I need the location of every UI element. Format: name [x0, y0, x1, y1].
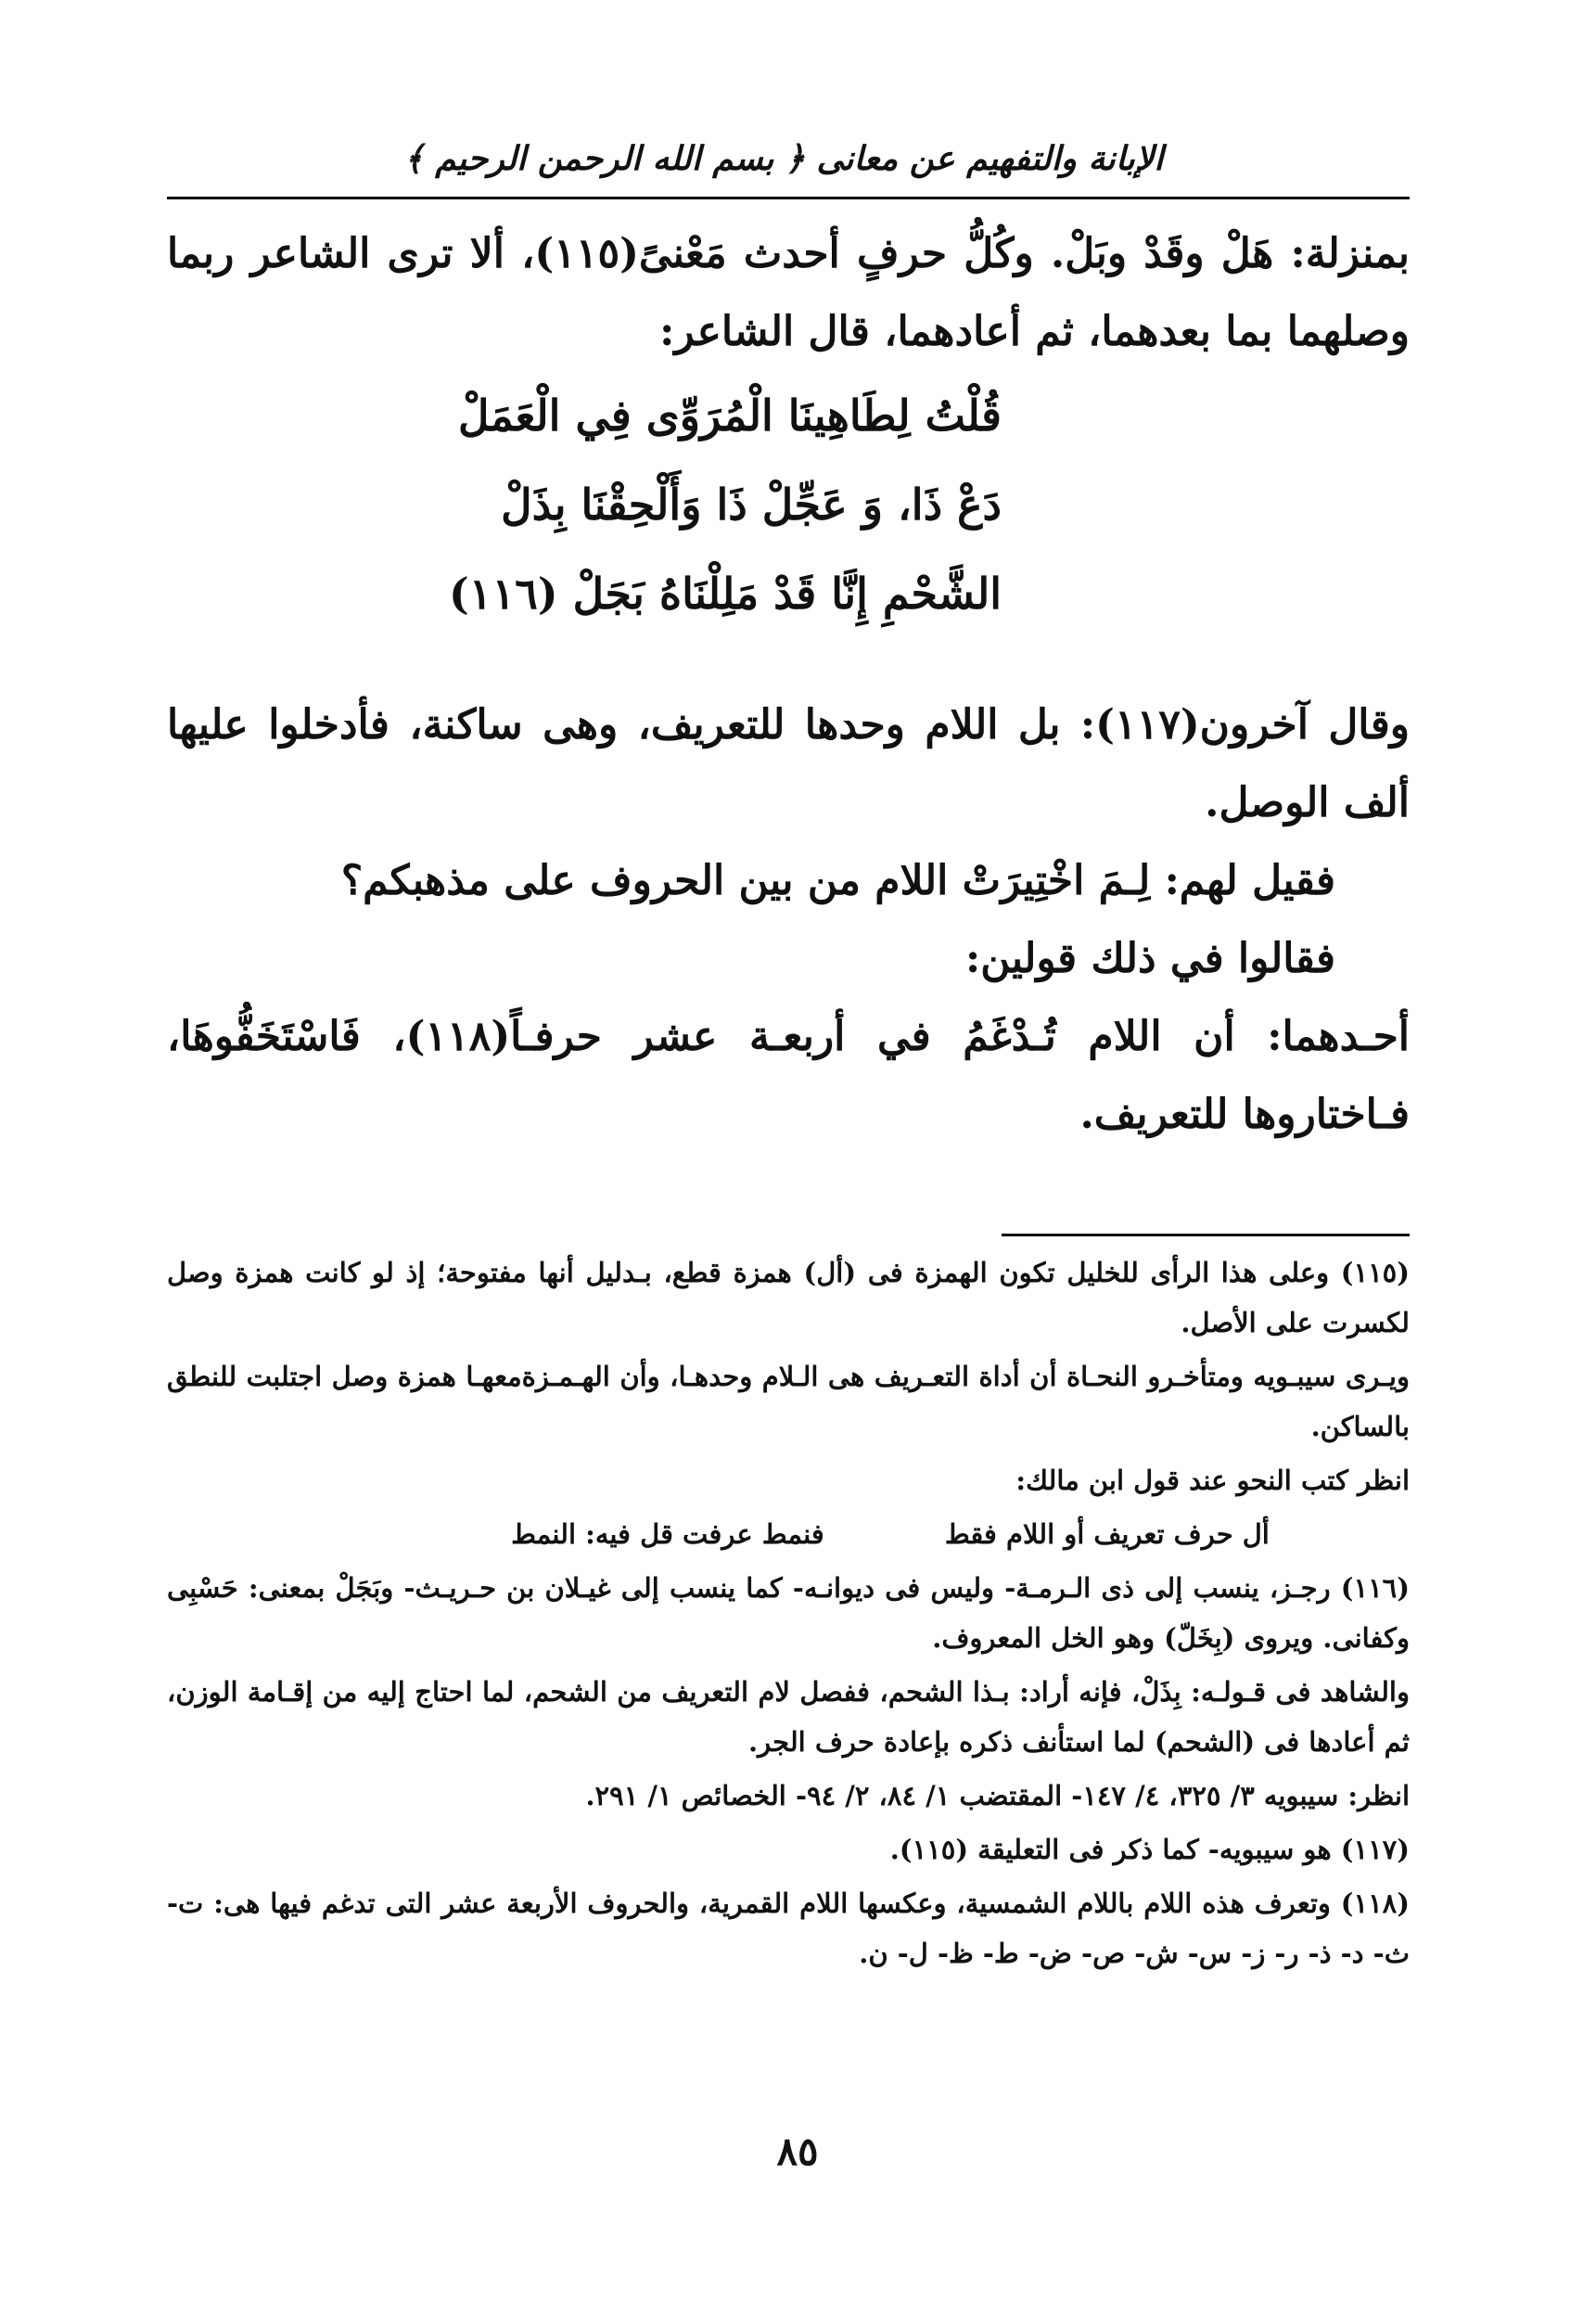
paragraph-first-opinion: أحـدهما: أن اللام تُـدْغَمُ في أربعـة عشر حرفـاً(١١٨)، فَاسْتَخَفُّوهَا، فـاختاروها للتعريف.: [167, 1013, 1410, 1138]
footnote-verse-second-half: فنمط عرفت قل فيه: النمط: [511, 1518, 824, 1550]
page-number: ٨٥: [776, 2129, 819, 2174]
footnote-116-cont: والشاهد فى قـولـه: بِذَلْ، فإنه أراد: بـذا الشحم، ففصل لام التعريف من الشحم، لما احتاج إليه من إقـامة الوزن، ثم أعادها فى (الشحم) لما استأنف ذكره بإعادة حرف الجر.: [167, 1676, 1410, 1758]
verse-line-1: قُلْتُ لِطَاهِينَا الْمُرَوِّى فِي الْعَمَلْ: [458, 390, 1002, 441]
paragraph-others: وقال آخرون(١١٧): بل اللام وحدها للتعريف، وهى ساكنة، فأدخلوا عليها ألف الوصل.: [167, 701, 1410, 826]
footnote-117: (١١٧) هو سيبويه- كما ذكر فى التعليقة (١١٥).: [889, 1834, 1410, 1865]
verse-line-3: الشَّحْمِ إِنَّا قَدْ مَلِلْنَاهُ بَجَلْ (١١٦): [448, 569, 1002, 619]
footnote-115: (١١٥) وعلى هذا الرأى للخليل تكون الهمزة فى (أل) همزة قطع، بـدليل أنها مفتوحة؛ إذ لو كانت همزة وصل لكسرت على الأصل.: [167, 1257, 1410, 1338]
header-divider: [167, 197, 1410, 199]
poem-verse: [448, 371, 1002, 638]
footnote-116: (١١٦) رجـز، ينسب إلى ذى الـرمـة- وليس فى ديوانـه- كما ينسب إلى غيـلان بن حـريـث- وبَجَلْ بمعنى: حَسْبِى وكفانى. ويروى (بِخَلّ) وهو الخل المعروف.: [167, 1572, 1410, 1654]
footnote-verse-first-half: أل حرف تعريف أو اللام فقط: [944, 1518, 1270, 1550]
footnote-118: (١١٨) وتعرف هذه اللام باللام الشمسية، وعكسها اللام القمرية، والحروف الأربعة عشر التى تدغم فيها هى: ت- ث- د- ذ- ر- ز- س- ش- ص- ض- ط- ظ- ل- ن.: [167, 1887, 1410, 1969]
paragraph-two-opinions: فقالوا في ذلك قولين:: [965, 935, 1335, 982]
paragraph-question: فقيل لهم: لِـمَ اخْتِيرَتْ اللام من بين الحروف على مذهبكم؟: [340, 857, 1335, 904]
running-header: الإبانة والتفهيم عن معانى ﴿ بسم الله الرحمن الرحيم ﴾: [403, 139, 1164, 178]
paragraph-intro: بمنزلة: هَلْ وقَدْ وبَلْ. وكُلُّ حرفٍ أحدث مَعْنىً(١١٥)، ألا ترى الشاعر ربما وصلهما بما بعدهما، ثم أعادهما، قال الشاعر:: [167, 230, 1410, 355]
body-block-2: [167, 686, 1410, 1154]
verse-line-2: دَعْ ذَا، وَ عَجِّلْ ذَا وَأَلْحِقْنَا بِذَلْ: [501, 480, 1002, 530]
footnote-116-ref: انظر: سيبويه ٣/ ٣٢٥، ٤/ ١٤٧- المقتضب ١/ ٨٤، ٢/ ٩٤- الخصائص ١/ ٢٩١.: [585, 1780, 1410, 1811]
footnote-verse: [167, 1509, 1410, 1559]
footnotes: [167, 1248, 1410, 1982]
body-block-1: [167, 215, 1410, 371]
footnote-divider: [1002, 1234, 1410, 1236]
footnote-115-ref: انظر كتب النحو عند قول ابن مالك:: [1015, 1465, 1410, 1496]
footnote-115-cont: ويـرى سيبـويه ومتأخـرو النحـاة أن أداة التعـريف هى الـلام وحدهـا، وأن الهـمـزةمعهـا همزة وصل اجتلبت للنطق بالساكن.: [167, 1361, 1410, 1442]
